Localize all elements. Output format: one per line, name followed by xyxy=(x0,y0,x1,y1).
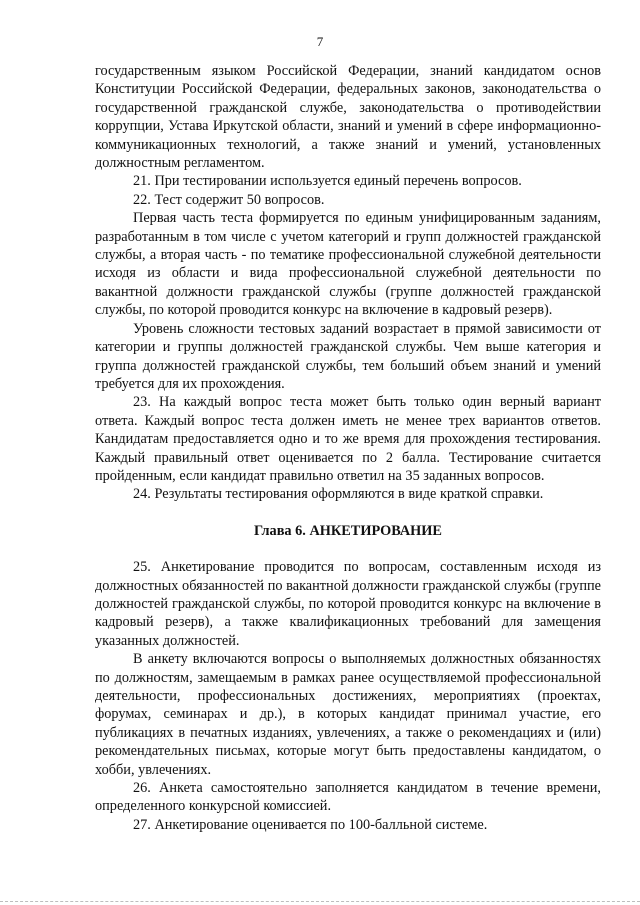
chapter-heading: Глава 6. АНКЕТИРОВАНИЕ xyxy=(254,522,442,539)
paragraph-21: 21. При тестировании используется единый перечень вопросов. xyxy=(133,173,522,190)
paragraph-continuation: государственным языком Российской Федерации, знаний кандидатом основ Конституции Российской Федерации, федеральных законов, законодательства о государственной гражданской службе, законодательства о противодействии коррупции, Устава Иркутской области, знаний и умений в сфере информационно-коммуникационных технологий, а также знаний и умений, установленных должностным регламентом. xyxy=(95,63,601,172)
paragraph-test-structure: Первая часть теста формируется по единым унифицированным заданиям, разработанным в том числе с учетом категорий и групп должностей гражданской службы, а вторая часть - по тематике профессиональной служебной деятельности исходя из области и вида профессиональной служебной деятельности по вакантной должности гражданской службы (группе должностей гражданской службы, по которой проводится конкурс на включение в кадровый резерв). xyxy=(95,210,601,319)
page-number: 7 xyxy=(316,34,324,49)
paragraph-questionnaire-content: В анкету включаются вопросы о выполняемых должностных обязанностях по должностям, замещаемым в рамках ранее осуществляемой профессиональной деятельности, профессиональных достижениях, мероприятиях (проектах, форумах, семинарах и др.), в которых кандидат принимал участие, его публикациях в печатных изданиях, увлечениях, а также о рекомендациях и (или) рекомендательных письмах, которые могут быть предоставлены кандидатом, о хобби, увлечениях. xyxy=(95,651,601,778)
paragraph-difficulty: Уровень сложности тестовых заданий возрастает в прямой зависимости от категории и группы должностей гражданской службы. Чем выше категория и группа должностей гражданской службы, тем больший объем знаний и умений требуется для их прохождения. xyxy=(95,320,601,392)
paragraph-27: 27. Анкетирование оценивается по 100-балльной системе. xyxy=(133,816,488,833)
paragraph-26: 26. Анкета самостоятельно заполняется кандидатом в течение времени, определенного конкурсной комиссией. xyxy=(95,780,601,815)
page-bottom-rule xyxy=(0,901,640,902)
paragraph-25: 25. Анкетирование проводится по вопросам, составленным исходя из должностных обязанностей по вакантной должности гражданской службы (группе должностей гражданской службы, по которой проводится конкурс на включение в кадровый резерв), а также квалификационных требований для замещения указанных должностей. xyxy=(95,559,601,649)
paragraph-24: 24. Результаты тестирования оформляются в виде краткой справки. xyxy=(133,486,544,503)
paragraph-22: 22. Тест содержит 50 вопросов. xyxy=(133,191,325,208)
document-body xyxy=(95,62,601,834)
paragraph-23: 23. На каждый вопрос теста может быть только один верный вариант ответа. Каждый вопрос теста должен иметь не менее трех вариантов ответов. Кандидатам предоставляется одно и то же время для прохождения тестирования. Каждый правильный ответ оценивается по 2 балла. Тестирование считается пройденным, если кандидат правильно ответил на 35 заданных вопросов. xyxy=(95,394,601,484)
